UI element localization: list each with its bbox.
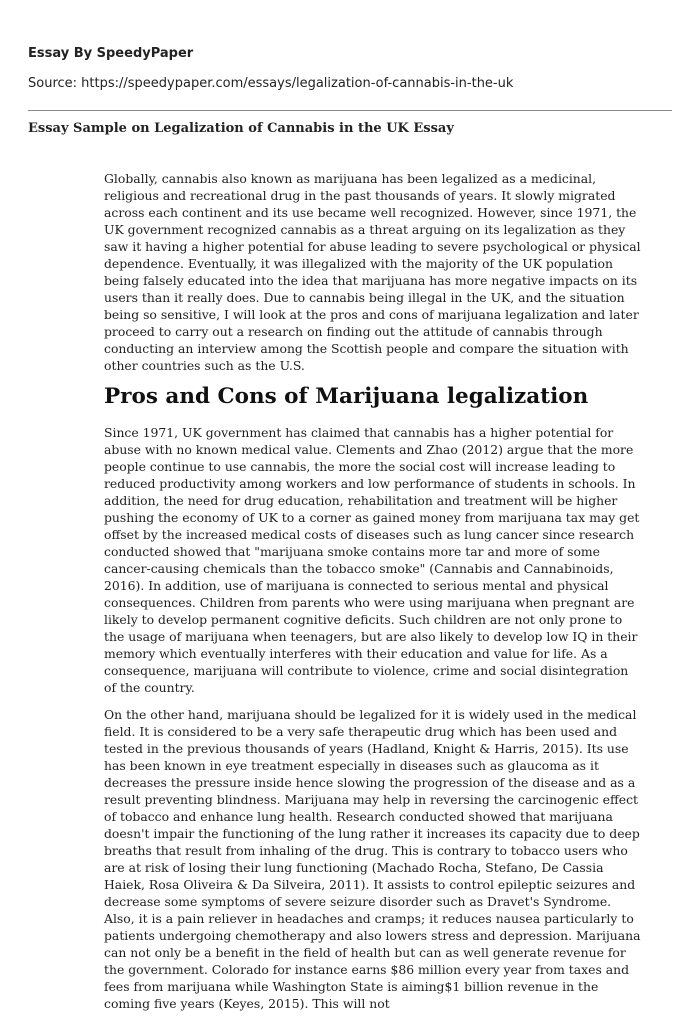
intro-paragraph: Globally, cannabis also known as marijuana has been legalized as a medicinal, religious and recreational drug in the past thousands of years. It slowly migrated across each continent and its use became well recognized. However, since 1971, the UK government recognized cannabis as a threat arguing on its legalization as they saw it having a higher potential for abuse leading to severe psychological or physical dependence. Eventually, it was illegalized with the majority of the UK population being falsely educated into the idea that marijuana has more negative impacts on its users than it really does. Due to cannabis being illegal in the UK, and the situation being so sensitive, I will look at the pros and cons of marijuana legalization and later proceed to carry out a research on finding out the attitude of cannabis through conducting an interview among the Scottish people and compare the situation with other countries such as the U.S. (104, 171, 641, 373)
essay-title: Essay Sample on Legalization of Cannabis in the UK Essay (28, 121, 454, 136)
brand-label: Essay By SpeedyPaper (28, 46, 194, 61)
essay-body (104, 170, 644, 1022)
body-paragraph-2: On the other hand, marijuana should be legalized for it is widely used in the medical field. It is considered to be a very safe therapeutic drug which has been used and tested in the previous thousands of years (Hadland, Knight & Harris, 2015). Its use has been known in eye treatment especially in diseases such as glaucoma as it decreases the pressure inside hence slowing the progression of the disease and as a result preventing blindness. Marijuana may help in reversing the carcinogenic effect of tobacco and enhance lung health. Research conducted showed that marijuana doesn't impair the functioning of the lung rather it increases its capacity due to deep breaths that result from inhaling of the drug. This is contrary to tobacco users who are at risk of losing their lung functioning (Machado Rocha, Stefano, De Cassia Haiek, Rosa Oliveira & Da Silveira, 2011). It assists to control epileptic seizures and decrease some symptoms of severe seizure disorder such as Dravet's Syndrome. Also, it is a pain reliever in headaches and cramps; it reduces nausea particularly to patients undergoing chemotherapy and also lowers stress and depression. Marijuana can not only be a benefit in the field of health but can as well generate revenue for the government. Colorado for instance earns $86 million every year from taxes and fees from marijuana while Washington State is aiming$1 billion revenue in the coming five years (Keyes, 2015). This will not (104, 707, 641, 1011)
section-heading: Pros and Cons of Marijuana legalization (104, 384, 589, 409)
source-line: Source: https://speedypaper.com/essays/legalization-of-cannabis-in-the-uk (28, 76, 514, 91)
body-paragraph-1: Since 1971, UK government has claimed that cannabis has a higher potential for abuse with no known medical value. Clements and Zhao (2012) argue that the more people continue to use cannabis, the more the social cost will increase leading to reduced productivity among workers and low performance of students in schools. In addition, the need for drug education, rehabilitation and treatment will be higher pushing the economy of UK to a corner as gained money from marijuana tax may get offset by the increased medical costs of diseases such as lung cancer since research conducted showed that "marijuana smoke contains more tar and more of some cancer-causing chemicals than the tobacco smoke" (Cannabis and Cannabinoids, 2016). In addition, use of marijuana is connected to serious mental and physical consequences. Children from parents who were using marijuana when pregnant are likely to develop permanent cognitive deficits. Such children are not only prone to the usage of marijuana when teenagers, but are also likely to develop low IQ in their memory which eventually interferes with their education and value for life. As a consequence, marijuana will contribute to violence, crime and social disintegration of the country. (104, 425, 640, 695)
header-divider (28, 110, 672, 111)
